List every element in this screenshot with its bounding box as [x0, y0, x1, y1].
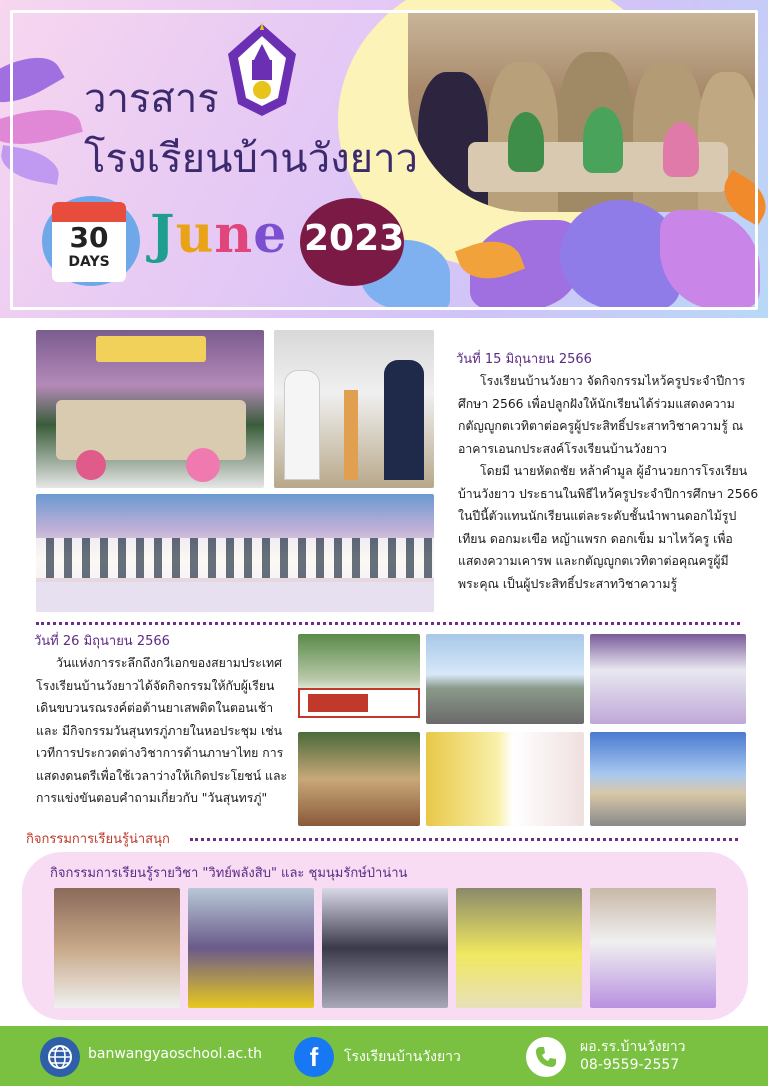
calendar-icon: [52, 202, 126, 282]
section1-paragraph: โรงเรียนบ้านวังยาว จัดกิจกรรมไหว้ครูประจำปีการศึกษา 2566 เพื่อปลูกฝังให้นักเรียนได้ร่วมแสดงความกตัญญูกตเวทิตาต่อครูผู้ประสิทธิ์ประสาทวิชาความรู้ ณ อาคารเอนกประสงค์โรงเรียนบ้านวังยาว: [458, 374, 746, 456]
facebook-icon: f: [294, 1037, 334, 1077]
globe-icon: [40, 1037, 80, 1077]
photo-science-activity-1: [54, 888, 180, 1008]
month-letter: n: [214, 204, 254, 265]
photo-computer-lab: [322, 888, 448, 1008]
photo-sunthorn-phu-costume: [298, 732, 420, 826]
month-letter: e: [253, 204, 288, 265]
month-title: [150, 204, 287, 265]
phone-label: ผอ.รร.บ้านวังยาว: [580, 1039, 686, 1055]
photo-school-field: [426, 634, 584, 724]
photo-temple-march: [590, 732, 746, 826]
section1-article: [458, 370, 760, 595]
section1-paragraph: โดยมี นายหัตถชัย หล้าคำมูล ผู้อำนวยการโรงเรียนบ้านวังยาว ประธานในพิธีไหว้ครูประจำปีการศึกษา 2566 ในปีนี้ตัวแทนนักเรียนแต่ละระดับชั้นนำพานดอกไม้รูปเทียน ดอกมะเขือ หญ้าแพรก ดอกเข็ม มาไหว้ครู เพื่อแสดงความเคารพ และกตัญญูกตเวทิตาต่อคุณครูผู้มีพระคุณ เป็นผู้ประสิทธิ์ประสาทวิชาความรู้: [458, 464, 759, 591]
photo-thai-language-board: [426, 732, 584, 826]
section2-paragraph: วันแห่งการระลึกถึงกวีเอกของสยามประเทศ โรงเรียนบ้านวังยาวได้จัดกิจกรรมให้กับผู้เรียนเดินขบวนรณรงค์ต่อต้านยาเสพติดในตอนเช้า และ มีกิจกรรมวันสุนทรภู่ภายในหอประชุม เช่น เวทีการประกวดต่างวิชาการด้านภาษาไทย การแสดงดนตรีเพื่อใช้เวลาว่างให้เกิดประโยชน์ และการแข่งขันตอบคำถามเกี่ยวกับ "วันสุนทรภู่": [36, 656, 288, 805]
school-emblem-icon: [224, 20, 300, 120]
photo-poster-activity: [456, 888, 582, 1008]
section1-date: วันที่ 15 มิถุนายน 2566: [456, 352, 592, 367]
photo-science-activity-2: [188, 888, 314, 1008]
section2-article: [36, 652, 290, 810]
photo-wai-khru-ceremony: [36, 330, 264, 488]
section2-date: วันที่ 26 มิถุนายน 2566: [34, 634, 170, 649]
header-banner: [0, 0, 768, 318]
photo-drawing-activity: [590, 888, 716, 1008]
title-line-1: วารสาร: [84, 76, 219, 122]
phone-number: 08-9559-2557: [580, 1057, 680, 1073]
section3-subtitle: กิจกรรมการเรียนรู้รายวิชา "วิทย์พลังสิบ" และ ชุมนุมรักษ์ป่าน่าน: [50, 866, 408, 881]
website-link[interactable]: banwangyaoschool.ac.th: [88, 1046, 262, 1062]
photo-group-students: [36, 494, 434, 612]
photo-students-offering: [274, 330, 434, 488]
month-letter: u: [175, 204, 215, 265]
section3-title: กิจกรรมการเรียนรู้น่าสนุก: [26, 832, 170, 847]
title-line-2: โรงเรียนบ้านวังยาว: [84, 136, 418, 182]
photo-anti-drug-march: [298, 634, 420, 724]
calendar-badge: [42, 196, 140, 286]
calendar-unit: DAYS: [68, 254, 110, 270]
divider-dotted: [36, 622, 740, 625]
month-letter: J: [150, 204, 176, 265]
photo-stage-music: [590, 634, 746, 724]
facebook-link[interactable]: โรงเรียนบ้านวังยาว: [344, 1049, 461, 1065]
calendar-number: 30: [69, 221, 109, 254]
phone-icon: [526, 1037, 566, 1077]
divider-dotted: [190, 838, 738, 841]
year-text: 2023: [304, 218, 405, 259]
